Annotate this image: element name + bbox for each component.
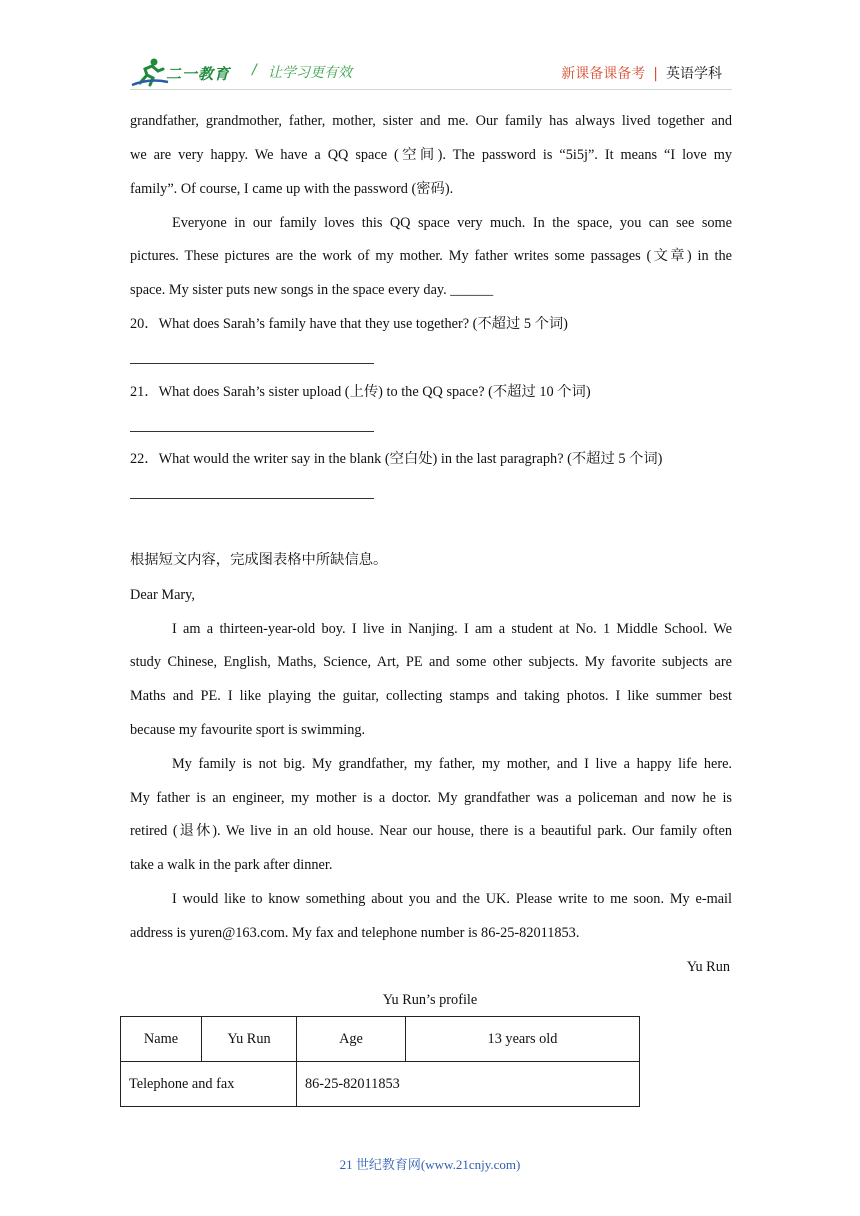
passage-line: space. My sister puts new songs in the space every day. ______ [130,282,494,298]
header-labels [561,63,722,83]
letter-line: My father is an engineer, my mother is a doctor. My grandfather was a policeman and now he is [130,790,732,806]
instruction: 根据短文内容，完成图表格中所缺信息。 [130,552,388,568]
page-header [130,56,732,90]
table-cell: 86-25-82011853 [297,1062,640,1107]
table-cell: Name [121,1017,202,1062]
letter-line: take a walk in the park after dinner. [130,857,333,873]
passage-line: grandfather, grandmother, father, mother, sister and me. Our family has always lived together and [130,113,732,129]
letter-signature: Yu Run [686,959,730,975]
table-row [121,1062,640,1107]
passage-line: pictures. These pictures are the work of my mother. My father writes some passages (文章) in the [130,248,732,264]
question-22: 22．What would the writer say in the blank (空白处) in the last paragraph? (不超过 5 个词) [130,451,663,467]
table-cell: Yu Run [202,1017,297,1062]
page-footer: 21 世纪教育网(www.21cnjy.com) [339,1157,521,1172]
letter-line: study Chinese, English, Maths, Science, Art, PE and some other subjects. My favorite subjects are [130,654,732,670]
header-label-course: 新课备课备考 [561,66,646,82]
letter-line: retired (退休). We live in an old house. Near our house, there is a beautiful park. Our family often [130,823,732,839]
question-21: 21．What does Sarah’s sister upload (上传) to the QQ space? (不超过 10 个词) [130,384,591,400]
letter-line: because my favourite sport is swimming. [130,722,366,738]
letter-line: My family is not big. My grandfather, my father, my mother, and I live a happy life here. [172,756,732,772]
letter-line: address is yuren@163.com. My fax and telephone number is 86-25-82011853. [130,925,580,941]
running-man-icon [130,56,170,88]
answer-line-22 [130,498,374,499]
profile-table [120,1016,640,1107]
letter-line: Maths and PE. I like playing the guitar, collecting stamps and taking photos. I like summer best [130,688,732,704]
slogan-separator: / [252,62,257,78]
slogan: 让学习更有效 [268,65,352,81]
header-rule [130,89,732,90]
passage-line: we are very happy. We have a QQ space (空间). The password is “5i5j”. It means “I love my [130,147,732,163]
profile-title: Yu Run’s profile [382,992,478,1008]
table-cell: 13 years old [406,1017,640,1062]
logo [130,56,242,88]
passage-line: family”. Of course, I came up with the password (密码). [130,181,454,197]
letter-line: I am a thirteen-year-old boy. I live in Nanjing. I am a student at No. 1 Middle School. We [172,621,732,637]
logo-text: 二一教育 [166,65,231,83]
letter-greeting: Dear Mary, [130,587,195,603]
passage-line: Everyone in our family loves this QQ space very much. In the space, you can see some [172,215,732,231]
table-cell: Telephone and fax [121,1062,297,1107]
table-row [121,1017,640,1062]
answer-line-21 [130,431,374,432]
letter-line: I would like to know something about you and the UK. Please write to me soon. My e-mail [172,891,732,907]
answer-line-20 [130,363,374,364]
question-20: 20．What does Sarah’s family have that they use together? (不超过 5 个词) [130,316,568,332]
table-cell: Age [297,1017,406,1062]
header-label-subject: 英语学科 [666,66,722,82]
header-divider: | [653,66,658,82]
